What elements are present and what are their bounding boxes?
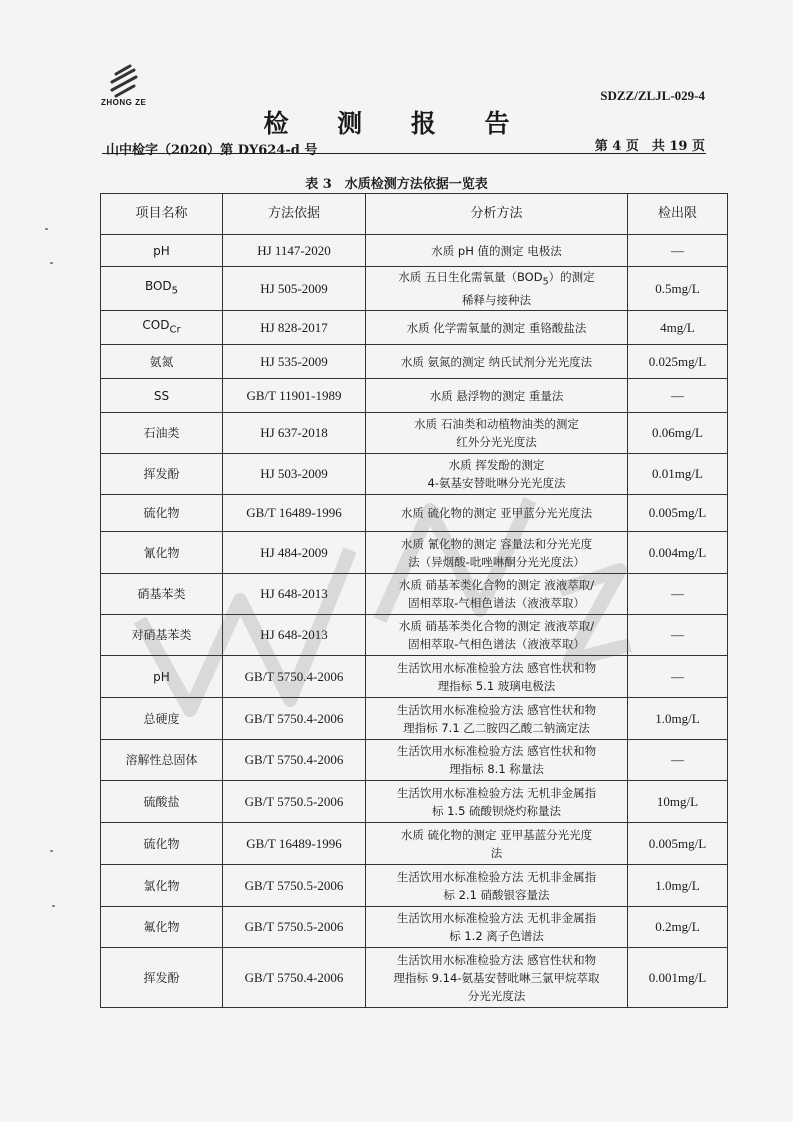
table-row [101, 495, 728, 532]
item-name: 氨氮 [101, 345, 223, 379]
table-row [101, 907, 728, 948]
method-text: 理指标 9.14-氨基安替吡啉三氯甲烷萃取 [393, 970, 600, 985]
analysis-method [366, 532, 628, 574]
analysis-method [366, 413, 628, 454]
method-standard: GB/T 5750.5-2006 [223, 781, 366, 823]
analysis-method [366, 656, 628, 698]
item-name [101, 311, 223, 345]
method-standard: GB/T 11901-1989 [223, 379, 366, 413]
table-row [101, 781, 728, 823]
logo-text: ZHONG ZE [101, 98, 147, 107]
method-text: 稀释与接种法 [462, 293, 531, 308]
method-text: 生活饮用水标准检验方法 感官性状和物 [396, 744, 597, 759]
analysis-method [366, 781, 628, 823]
scan-speck [45, 228, 48, 230]
method-text: 理指标 7.1 乙二胺四乙酸二钠滴定法 [403, 720, 590, 735]
method-standard: HJ 1147-2020 [223, 235, 366, 267]
method-text: 标 2.1 硝酸银容量法 [443, 887, 550, 902]
method-standard: HJ 503-2009 [223, 454, 366, 495]
method-standard: GB/T 16489-1996 [223, 495, 366, 532]
analysis-method [366, 454, 628, 495]
method-text: 生活饮用水标准检验方法 无机非金属指 [396, 911, 597, 926]
analysis-method: 水质 硫化物的测定 亚甲蓝分光光度法 [366, 495, 628, 532]
detection-limit: — [628, 740, 728, 781]
table-row [101, 311, 728, 345]
item-name-main: BOD [144, 278, 172, 293]
method-text: 固相萃取-气相色谱法（液液萃取） [408, 596, 585, 611]
detection-limit: 0.06mg/L [628, 413, 728, 454]
table-row [101, 865, 728, 907]
method-text: 水质 挥发酚的测定 [448, 458, 545, 473]
method-text: 水质 硫化物的测定 亚甲基蓝分光光度 [400, 827, 593, 842]
method-standard: GB/T 5750.4-2006 [223, 740, 366, 781]
scan-speck [50, 262, 53, 264]
scan-speck [52, 905, 55, 907]
detection-limit: 1.0mg/L [628, 865, 728, 907]
method-subscript: 5 [542, 276, 549, 288]
page-indicator: 第 4 页 共 19 页 [594, 139, 705, 154]
method-standard: HJ 484-2009 [223, 532, 366, 574]
detection-limit: 0.025mg/L [628, 345, 728, 379]
detection-limit: 0.5mg/L [628, 267, 728, 311]
analysis-method [366, 615, 628, 656]
analysis-method [366, 267, 628, 311]
detection-limit: 0.2mg/L [628, 907, 728, 948]
method-standard: HJ 637-2018 [223, 413, 366, 454]
column-header-limit: 检出限 [628, 194, 728, 235]
method-standard: HJ 648-2013 [223, 615, 366, 656]
item-name [101, 267, 223, 311]
detection-limit: — [628, 656, 728, 698]
method-text: 标 1.2 离子色谱法 [449, 929, 544, 944]
method-standard: HJ 828-2017 [223, 311, 366, 345]
item-name: pH [101, 656, 223, 698]
detection-limit: 0.005mg/L [628, 495, 728, 532]
detection-limit: 4mg/L [628, 311, 728, 345]
method-text: 生活饮用水标准检验方法 感官性状和物 [396, 952, 597, 967]
detection-limit: 0.004mg/L [628, 532, 728, 574]
method-text: 生活饮用水标准检验方法 感官性状和物 [396, 702, 597, 717]
method-text: 生活饮用水标准检验方法 无机非金属指 [396, 785, 597, 800]
table-row [101, 698, 728, 740]
table-row [101, 454, 728, 495]
analysis-method [366, 740, 628, 781]
table-row [101, 740, 728, 781]
method-standard: GB/T 5750.5-2006 [223, 865, 366, 907]
analysis-method: 水质 化学需氧量的测定 重铬酸盐法 [366, 311, 628, 345]
detection-limit: — [628, 615, 728, 656]
table-row [101, 532, 728, 574]
analysis-method: 水质 悬浮物的测定 重量法 [366, 379, 628, 413]
method-text: 标 1.5 硫酸钡烧灼称量法 [431, 803, 562, 818]
item-name: 溶解性总固体 [101, 740, 223, 781]
detection-limit: — [628, 574, 728, 615]
method-text: 法（异烟酸-吡唑啉酮分光光度法） [408, 554, 585, 569]
analysis-method: 水质 氨氮的测定 纳氏试剂分光光度法 [366, 345, 628, 379]
methods-table [100, 193, 728, 1008]
method-standard: GB/T 5750.4-2006 [223, 698, 366, 740]
method-standard: GB/T 5750.5-2006 [223, 907, 366, 948]
analysis-method [366, 698, 628, 740]
document-code: SDZZ/ZLJL-029-4 [600, 88, 705, 103]
page-title: 检 测 报 告 [263, 109, 530, 138]
method-text: 水质 氰化物的测定 容量法和分光光度 [400, 536, 593, 551]
item-name: 氰化物 [101, 532, 223, 574]
detection-limit: 10mg/L [628, 781, 728, 823]
method-standard: HJ 505-2009 [223, 267, 366, 311]
analysis-method [366, 574, 628, 615]
item-name: 挥发酚 [101, 948, 223, 1008]
method-text: 理指标 5.1 玻璃电极法 [437, 678, 556, 693]
method-text: 生活饮用水标准检验方法 感官性状和物 [396, 660, 597, 675]
method-standard: GB/T 5750.4-2006 [223, 948, 366, 1008]
method-text: 水质 石油类和动植物油类的测定 [414, 417, 579, 432]
item-name-main: COD [142, 318, 170, 333]
analysis-method: 水质 pH 值的测定 电极法 [366, 235, 628, 267]
detection-limit: 0.01mg/L [628, 454, 728, 495]
analysis-method [366, 907, 628, 948]
table-row [101, 379, 728, 413]
report-number: 山中检字（2020）第 DY624-d 号 [106, 143, 318, 158]
method-standard: HJ 535-2009 [223, 345, 366, 379]
table-row [101, 948, 728, 1008]
analysis-method [366, 948, 628, 1008]
item-name: 总硬度 [101, 698, 223, 740]
item-name: 对硝基苯类 [101, 615, 223, 656]
method-text: 水质 五日生化需氧量（BOD [398, 270, 543, 284]
table-row [101, 345, 728, 379]
method-text: 水质 硝基苯类化合物的测定 液液萃取/ [398, 578, 595, 593]
method-text: 法 [490, 845, 503, 860]
item-name: 挥发酚 [101, 454, 223, 495]
method-text: 理指标 8.1 称量法 [449, 762, 544, 777]
method-text: 红外分光光度法 [456, 435, 537, 450]
item-name: 石油类 [101, 413, 223, 454]
item-name: pH [101, 235, 223, 267]
item-name-subscript: 5 [171, 285, 179, 297]
table-row [101, 656, 728, 698]
column-header-item: 项目名称 [101, 194, 223, 235]
method-standard: GB/T 16489-1996 [223, 823, 366, 865]
method-text: 固相萃取-气相色谱法（液液萃取） [408, 637, 585, 652]
detection-limit: — [628, 379, 728, 413]
item-name: 硝基苯类 [101, 574, 223, 615]
table-row [101, 823, 728, 865]
column-header-standard: 方法依据 [223, 194, 366, 235]
header-divider [102, 153, 706, 154]
method-text: 4-氨基安替吡啉分光光度法 [427, 476, 566, 491]
detection-limit: — [628, 235, 728, 267]
table-row [101, 235, 728, 267]
method-text: ）的测定 [548, 270, 595, 284]
method-text: 生活饮用水标准检验方法 无机非金属指 [396, 869, 597, 884]
method-standard: GB/T 5750.4-2006 [223, 656, 366, 698]
item-name: 硫化物 [101, 823, 223, 865]
table-row [101, 615, 728, 656]
method-standard: HJ 648-2013 [223, 574, 366, 615]
analysis-method [366, 865, 628, 907]
item-name: 硫酸盐 [101, 781, 223, 823]
table-caption: 表 3 水质检测方法依据一览表 [305, 177, 488, 192]
detection-limit: 0.005mg/L [628, 823, 728, 865]
table-header-row [101, 194, 728, 235]
scan-speck [50, 850, 53, 852]
table-row [101, 574, 728, 615]
item-name: 氯化物 [101, 865, 223, 907]
column-header-method: 分析方法 [366, 194, 628, 235]
method-text: 分光光度法 [467, 988, 526, 1003]
analysis-method [366, 823, 628, 865]
detection-limit: 1.0mg/L [628, 698, 728, 740]
method-text: 水质 硝基苯类化合物的测定 液液萃取/ [398, 619, 595, 634]
item-name: 硫化物 [101, 495, 223, 532]
table-row [101, 267, 728, 311]
detection-limit: 0.001mg/L [628, 948, 728, 1008]
item-name: 氟化物 [101, 907, 223, 948]
item-name: SS [101, 379, 223, 413]
item-name-subscript: Cr [169, 324, 181, 336]
table-row [101, 413, 728, 454]
